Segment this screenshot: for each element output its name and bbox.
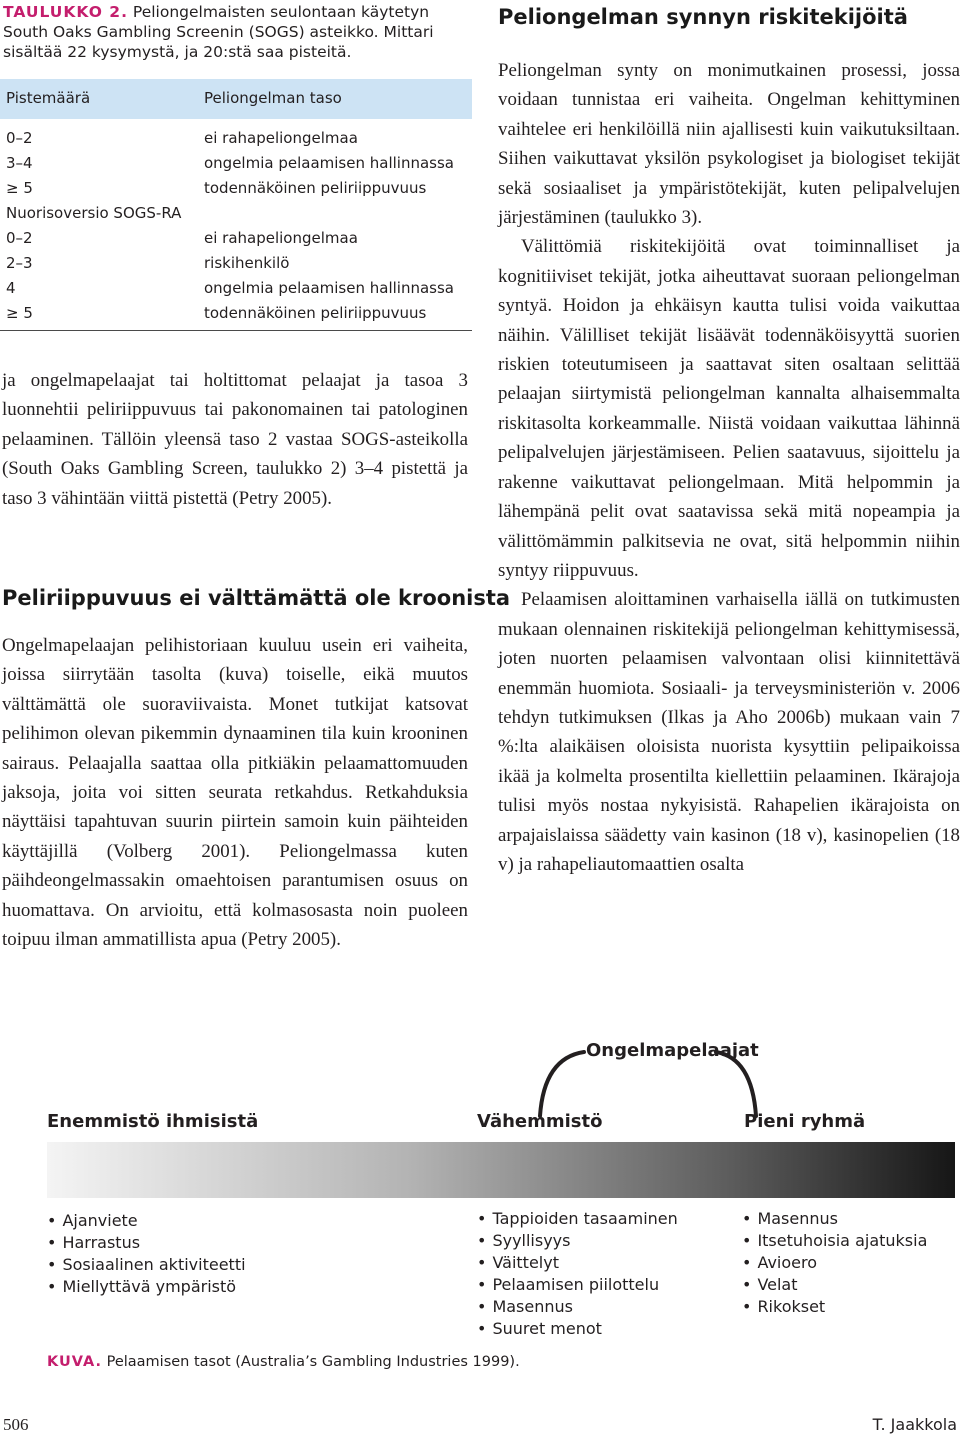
- left-body: [2, 631, 468, 954]
- list-item: • Suuret menot: [477, 1318, 678, 1340]
- level-label-small-group: Pieni ryhmä: [744, 1111, 866, 1132]
- table-cell-level: ei rahapeliongelmaa: [204, 129, 358, 147]
- paragraph: Välittömiä riskitekijöitä ovat toiminnalliset ja kognitiiviset tekijät, jotka aiheuttavat suoraan peliongelman syntyä. Hoidon ja ehkäisyn kautta tulisi voida vaikuttaa näihin. Välilliset tekijät lisäävät todennäköisyyttä suorien riskien toteutumiseen ja saattavat siten osaltaan selittää pelaajan siirtymistä peliongelman kannalta alhaisemmalta riskitasolta korkeammalle. Niistä voidaan vaikuttaa lähinnä pelipalvelujen järjestämiseen. Pelien saatavuus, sijoittelu ja rakenne vaikuttavat peliongelmaan. Mitä helpommin ja lähempänä pelit ovat saatavissa sekä mitä nopeampia ja välittömämmin palkitsevia ne ovat, sitä helpommin niihin syntyy riippuvuus.: [498, 236, 960, 581]
- table-cell-score: ≥ 5: [6, 304, 33, 322]
- level-label-majority: Enemmistö ihmisistä: [47, 1111, 259, 1132]
- level-label-minority: Vähemmistö: [477, 1111, 603, 1132]
- table-cell-level: ei rahapeliongelmaa: [204, 229, 358, 247]
- table-row: [0, 154, 472, 179]
- figure-caption-label: KUVA.: [47, 1354, 102, 1370]
- minority-list: [477, 1208, 678, 1340]
- table-cell-score: ≥ 5: [6, 179, 33, 197]
- table-cell-level: ongelmia pelaamisen hallinnassa: [204, 154, 454, 172]
- list-item: • Miellyttävä ympäristö: [47, 1276, 246, 1298]
- right-body: [498, 56, 960, 879]
- table-row: [0, 129, 472, 154]
- table-cell-score: Nuorisoversio SOGS-RA: [6, 204, 182, 222]
- table-row: [0, 204, 472, 229]
- table-cell-score: 3–4: [6, 154, 33, 172]
- table-row: [0, 229, 472, 254]
- list-item: • Ajanviete: [47, 1210, 246, 1232]
- majority-list: [47, 1210, 246, 1298]
- page-number: 506: [3, 1415, 29, 1434]
- table-cell-level: todennäköinen peliriippuvuus: [204, 179, 427, 197]
- paragraph: Pelaamisen aloittaminen varhaisella iällä on tutkimusten mukaan olennainen riskitekijä peliongelman kehittymisessä, joten nuorten pelaamisen valvontaan olisi kiinnitettävä enemmän huomiota. Sosiaali- ja terveysministeriön v. 2006 tehdyn tutkimuksen (Ilkas ja Aho 2006b) mukaan vain 7 %:lta alaikäisen oloisista nuorista kysyttiin pelipaikoissa ikää ja kolmelta prosentilta kiellettiin pelaaminen. Ikärajoja tulisi myös nostaa nykyisistä. Rahapelien ikärajoista on arpajaislaissa säädetty vain kasinon (18 v), kasinopelien (18 v) ja rahapeliautomaattien osalta: [498, 589, 960, 875]
- gradient-bar: [47, 1142, 955, 1198]
- list-item: • Pelaamisen piilottelu: [477, 1274, 678, 1296]
- list-item: • Itsetuhoisia ajatuksia: [742, 1230, 927, 1252]
- author-name: T. Jaakkola: [872, 1415, 957, 1434]
- table-cell-level: todennäköinen peliriippuvuus: [204, 304, 427, 322]
- table-cell-score: 2–3: [6, 254, 33, 272]
- list-item: • Harrastus: [47, 1232, 246, 1254]
- figure-caption-text: Pelaamisen tasot (Australia’s Gambling Industries 1999).: [106, 1354, 520, 1370]
- table-cell-level: riskihenkilö: [204, 254, 290, 272]
- table-caption-text: Peliongelmaisten seulontaan käytetyn South Oaks Gambling Screenin (SOGS) asteikko. Mittari sisältää 22 kysymystä, ja 20:stä saa pisteitä.: [3, 3, 434, 61]
- left-paragraph-continuation: [2, 366, 468, 513]
- table-row: [0, 279, 472, 304]
- table-header-row: [0, 79, 472, 119]
- list-item: • Syyllisyys: [477, 1230, 678, 1252]
- table-cell-score: 4: [6, 279, 16, 297]
- figure-caption: [47, 1354, 520, 1370]
- list-item: • Avioero: [742, 1252, 927, 1274]
- table-row: [0, 254, 472, 279]
- section-heading-left: Peliriippuvuus ei välttämättä ole kroonista: [2, 586, 511, 610]
- section-heading-right: Peliongelman synnyn riskitekijöitä: [498, 5, 908, 29]
- table-caption-label: TAULUKKO 2.: [3, 3, 128, 21]
- small-group-list: [742, 1208, 927, 1318]
- table-cell-score: 0–2: [6, 229, 33, 247]
- list-item: • Väittelyt: [477, 1252, 678, 1274]
- figure-group-title: Ongelmapelaajat: [586, 1040, 759, 1061]
- list-item: • Masennus: [742, 1208, 927, 1230]
- table-caption: [3, 2, 473, 62]
- table-row: [0, 179, 472, 204]
- table-bottom-rule: [0, 330, 472, 331]
- paragraph: Peliongelman synty on monimutkainen prosessi, jossa voidaan tunnistaa eri vaiheita. Ongelman kehittyminen vaihtelee eri henkilöillä niin ajallisesti kuin vaikutuksiltaan. Siihen vaikuttavat yksilön psykologiset ja biologiset tekijät sekä sosiaaliset ja ympäristötekijät, kuten pelipalvelujen järjestäminen (taulukko 3).: [498, 60, 960, 229]
- table-header-level: Peliongelman taso: [204, 89, 342, 107]
- table-row: [0, 304, 472, 329]
- table-header-score: Pistemäärä: [6, 89, 91, 107]
- table-cell-level: ongelmia pelaamisen hallinnassa: [204, 279, 454, 297]
- list-item: • Sosiaalinen aktiviteetti: [47, 1254, 246, 1276]
- list-item: • Tappioiden tasaaminen: [477, 1208, 678, 1230]
- list-item: • Rikokset: [742, 1296, 927, 1318]
- paragraph: Ongelmapelaajan pelihistoriaan kuuluu usein eri vaiheita, joissa siirrytään tasolta (kuva) toiselle, eikä muutos välttämättä ole suoraviivaista. Monet tutkijat katsovat pelihimon olevan pikemmin dynaaminen tila kuin krooninen sairaus. Pelaajalla saattaa olla pitkiäkin pelaamattomuuden jaksoja, joita voi sitten seurata retkahdus. Retkahduksia näyttäisi tapahtuvan suurin piirtein samoin kuin päihteiden käyttäjillä (Volberg 2001). Peliongelmassa kuten päihdeongelmassakin omaehtoisen parantumisen osuus on huomattava. On arvioitu, että kolmasosasta noin puoleen toipuu ilman ammatillista apua (Petry 2005).: [2, 635, 468, 951]
- list-item: • Velat: [742, 1274, 927, 1296]
- list-item: • Masennus: [477, 1296, 678, 1318]
- table-cell-score: 0–2: [6, 129, 33, 147]
- paragraph: ja ongelmapelaajat tai holtittomat pelaajat ja tasoa 3 luonnehtii peliriippuvuus tai pakonomainen tai patologinen pelaaminen. Tällöin yleensä taso 2 vastaa SOGS-asteikolla (South Oaks Gambling Screen, taulukko 2) 3–4 pistettä ja taso 3 vähintään viittä pistettä (Petry 2005).: [2, 370, 468, 509]
